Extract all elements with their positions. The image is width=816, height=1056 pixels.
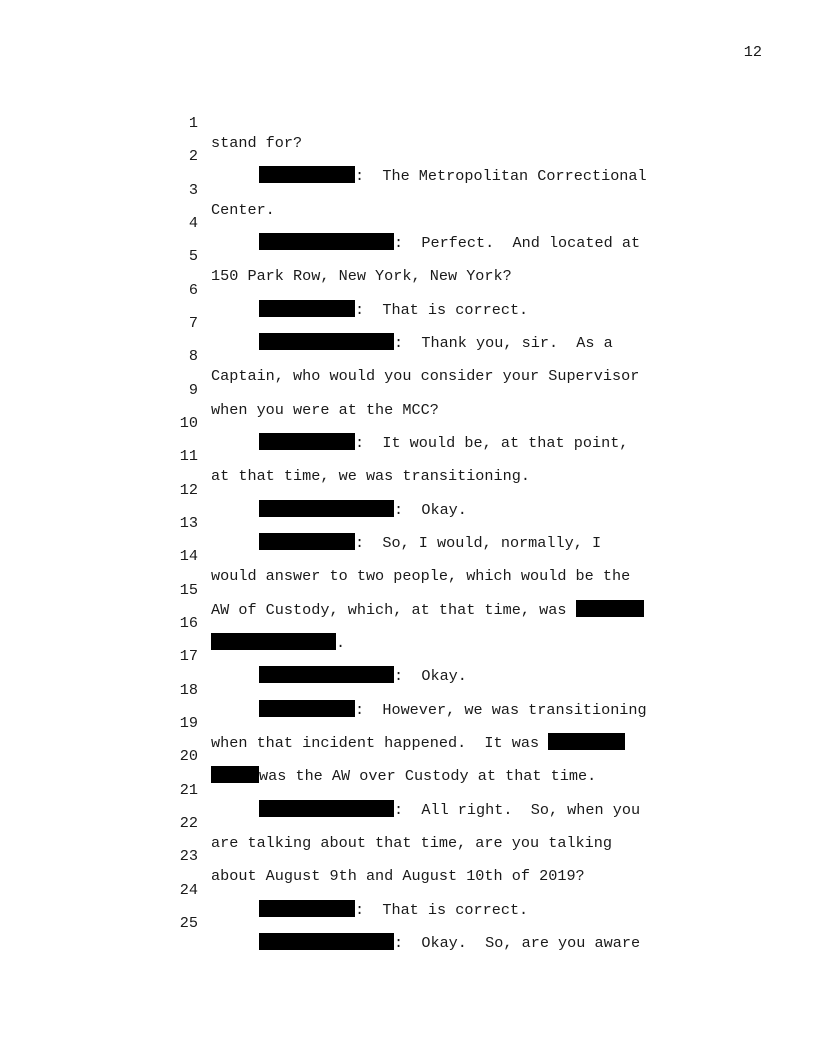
redaction-block [259,500,394,517]
line-text: : Okay. [394,667,467,685]
line-text: . [336,634,346,652]
line-number: 20 [179,747,198,765]
line-text: : That is correct. [355,301,529,319]
line-number: 11 [179,447,198,465]
line-text: : That is correct. [355,901,529,919]
line-text: : So, I would, normally, I [355,534,602,552]
line-number: 25 [179,914,198,932]
line-text: : Perfect. And located at [394,234,641,252]
line-text: 150 Park Row, New York, New York? [211,267,512,285]
redaction-block [259,666,394,683]
line-text: at that time, we was transitioning. [211,467,530,485]
redaction-block [576,600,644,617]
line-text: when you were at the MCC? [211,401,439,419]
line-number: 8 [188,347,198,365]
line-text: when that incident happened. It was [211,734,549,752]
line-text: : Okay. [394,501,467,519]
redaction-block [259,900,355,917]
redaction-block [211,766,259,783]
line-text: : It would be, at that point, [355,434,629,452]
line-number: 14 [179,547,198,565]
line-text: Captain, who would you consider your Supervisor [211,367,640,385]
line-text: are talking about that time, are you talking [211,834,613,852]
redaction-block [259,300,355,317]
line-text: Center. [211,201,275,219]
line-number: 23 [179,847,198,865]
line-text: was the AW over Custody at that time. [259,767,597,785]
line-number: 24 [179,881,198,899]
line-number: 18 [179,681,198,699]
line-number: 7 [188,314,198,332]
redaction-block [259,333,394,350]
line-number: 10 [179,414,198,432]
redaction-block [548,733,625,750]
line-number: 15 [179,581,198,599]
redaction-block [259,533,355,550]
line-text: about August 9th and August 10th of 2019? [211,867,585,885]
line-text: : Okay. So, are you aware [394,934,641,952]
line-text: : All right. So, when you [394,801,641,819]
line-text: : The Metropolitan Correctional [355,167,647,185]
redaction-block [259,800,394,817]
transcript-line [0,593,346,652]
line-number: 17 [179,647,198,665]
line-number: 3 [188,181,198,199]
line-text: : Thank you, sir. As a [394,334,613,352]
transcript-line [0,226,512,285]
page-number: 12 [743,43,762,61]
line-number: 22 [179,814,198,832]
line-number: 2 [188,147,198,165]
transcript-line [0,160,275,219]
line-number: 19 [179,714,198,732]
redaction-block [259,700,355,717]
line-text: AW of Custody, which, at that time, was [211,601,576,619]
line-number: 13 [179,514,198,532]
redaction-block [211,633,336,650]
line-number: 4 [188,214,198,232]
line-text: stand for? [211,134,303,152]
line-number: 21 [179,781,198,799]
transcript-line [0,626,467,685]
line-text: : However, we was transitioning [355,701,647,719]
line-number: 6 [188,281,198,299]
line-text: would answer to two people, which would be the [211,567,631,585]
line-number: 16 [179,614,198,632]
redaction-block [259,433,355,450]
line-number: 5 [188,247,198,265]
line-number: 1 [188,114,198,132]
line-number: 12 [179,481,198,499]
redaction-block [259,933,394,950]
transcript-line [0,93,303,152]
redaction-block [259,233,394,250]
redaction-block [259,166,355,183]
line-number: 9 [188,381,198,399]
